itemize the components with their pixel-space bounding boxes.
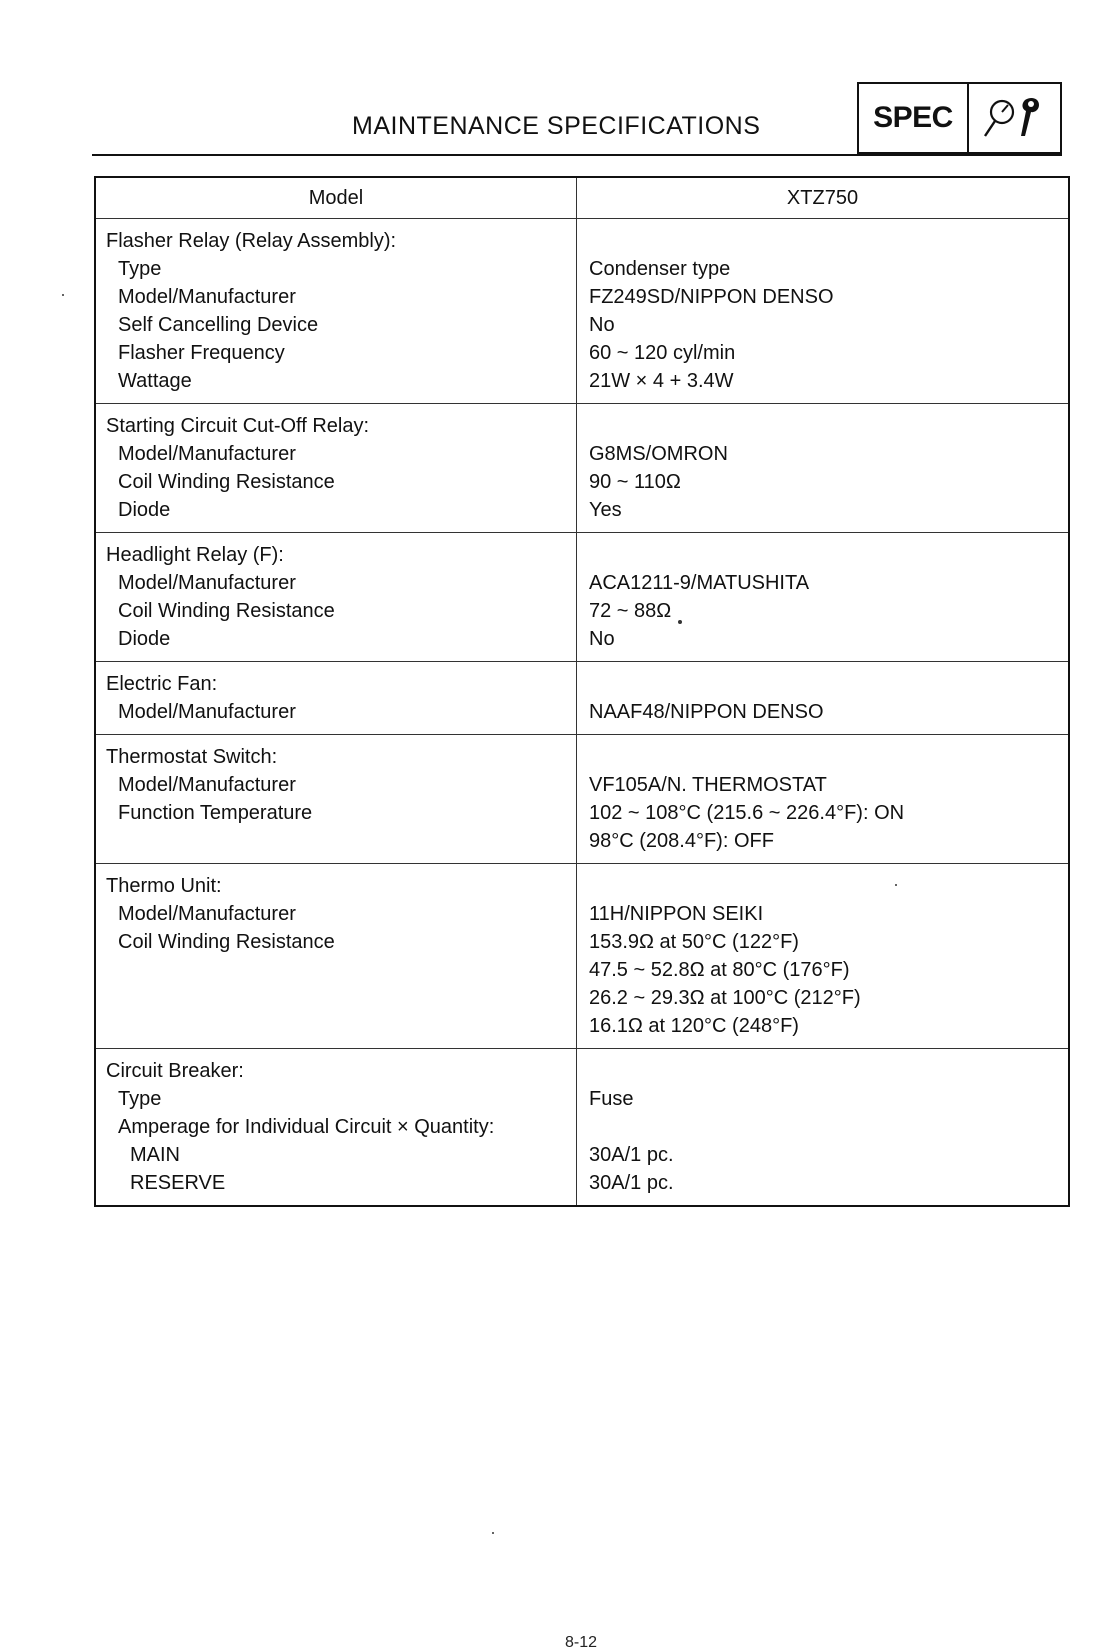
row-label: Self Cancelling Device: [118, 314, 319, 336]
row-value: 102 ~ 108°C (215.6 ~ 226.4°F): ON: [589, 802, 905, 824]
gauge-wrench-icon-graphic: [975, 88, 1055, 148]
spec-table: [94, 176, 1070, 1207]
row-label: Function Temperature: [118, 802, 313, 824]
row-value: Yes: [589, 499, 622, 521]
row-label: Model/Manufacturer: [118, 443, 296, 465]
row-label: Type: [118, 1088, 162, 1110]
section-title: Circuit Breaker:: [106, 1060, 244, 1082]
row-label: Coil Winding Resistance: [118, 471, 335, 493]
row-value: Condenser type: [589, 258, 731, 280]
row-value: 98°C (208.4°F): OFF: [589, 830, 774, 852]
row-value: NAAF48/NIPPON DENSO: [589, 701, 824, 723]
row-label: Model/Manufacturer: [118, 903, 296, 925]
row-label: Flasher Frequency: [118, 342, 285, 364]
row-value: 60 ~ 120 cyl/min: [589, 342, 736, 364]
page-number: 8-12: [565, 1634, 598, 1651]
section-title: Thermo Unit:: [106, 875, 222, 897]
row-label: Coil Winding Resistance: [118, 931, 335, 953]
row-value: 90 ~ 110Ω: [589, 471, 681, 493]
section-title: Electric Fan:: [106, 673, 218, 695]
row-value: 47.5 ~ 52.8Ω at 80°C (176°F): [589, 959, 850, 981]
row-label: Coil Winding Resistance: [118, 600, 335, 622]
spec-badge: [857, 82, 1062, 154]
row-label: Model/Manufacturer: [118, 286, 296, 308]
scan-speck: [678, 620, 682, 624]
header-model: Model: [95, 177, 577, 219]
row-value: 21W × 4 + 3.4W: [589, 370, 734, 392]
row-label: Model/Manufacturer: [118, 774, 296, 796]
row-label: Model/Manufacturer: [118, 572, 296, 594]
section-title: Thermostat Switch:: [106, 746, 278, 768]
row-label: Diode: [118, 628, 171, 650]
scan-speck: [492, 1532, 494, 1534]
table-row: [95, 864, 1069, 1049]
row-value: VF105A/N. THERMOSTAT: [589, 774, 827, 796]
row-value: No: [589, 628, 615, 650]
gauge-wrench-icon: [969, 84, 1060, 152]
row-value: FZ249SD/NIPPON DENSO: [589, 286, 834, 308]
row-label: Amperage for Individual Circuit × Quantity:: [118, 1116, 495, 1138]
table-row: [95, 735, 1069, 864]
section-title: Starting Circuit Cut-Off Relay:: [106, 415, 370, 437]
spec-badge-label: SPEC: [859, 84, 969, 152]
row-label: MAIN: [130, 1144, 180, 1166]
row-label: Model/Manufacturer: [118, 701, 296, 723]
row-value: 30A/1 pc.: [589, 1172, 674, 1194]
scan-speck: [895, 884, 897, 886]
row-label: Wattage: [118, 370, 192, 392]
row-value: 72 ~ 88Ω: [589, 600, 672, 622]
row-value: 11H/NIPPON SEIKI: [589, 903, 764, 925]
table-row: [95, 219, 1069, 404]
table-row: [95, 662, 1069, 735]
page-title: MAINTENANCE SPECIFICATIONS: [352, 112, 761, 140]
row-value: 30A/1 pc.: [589, 1144, 674, 1166]
row-label: Diode: [118, 499, 171, 521]
row-value: 16.1Ω at 120°C (248°F): [589, 1015, 799, 1037]
header-rule: [92, 154, 1062, 156]
row-value: ACA1211-9/MATUSHITA: [589, 572, 810, 594]
row-value: G8MS/OMRON: [589, 443, 728, 465]
scan-speck: [62, 294, 64, 296]
row-label: RESERVE: [130, 1172, 226, 1194]
section-title: Headlight Relay (F):: [106, 544, 284, 566]
table-row: [95, 404, 1069, 533]
header-xtz750: XTZ750: [577, 177, 1070, 219]
table-row: [95, 533, 1069, 662]
row-value: Fuse: [589, 1088, 634, 1110]
table-row: [95, 1049, 1069, 1207]
row-value: No: [589, 314, 615, 336]
row-value: 153.9Ω at 50°C (122°F): [589, 931, 799, 953]
section-title: Flasher Relay (Relay Assembly):: [106, 230, 397, 252]
row-value: 26.2 ~ 29.3Ω at 100°C (212°F): [589, 987, 861, 1009]
row-label: Type: [118, 258, 162, 280]
table-header-row: [95, 177, 1069, 219]
